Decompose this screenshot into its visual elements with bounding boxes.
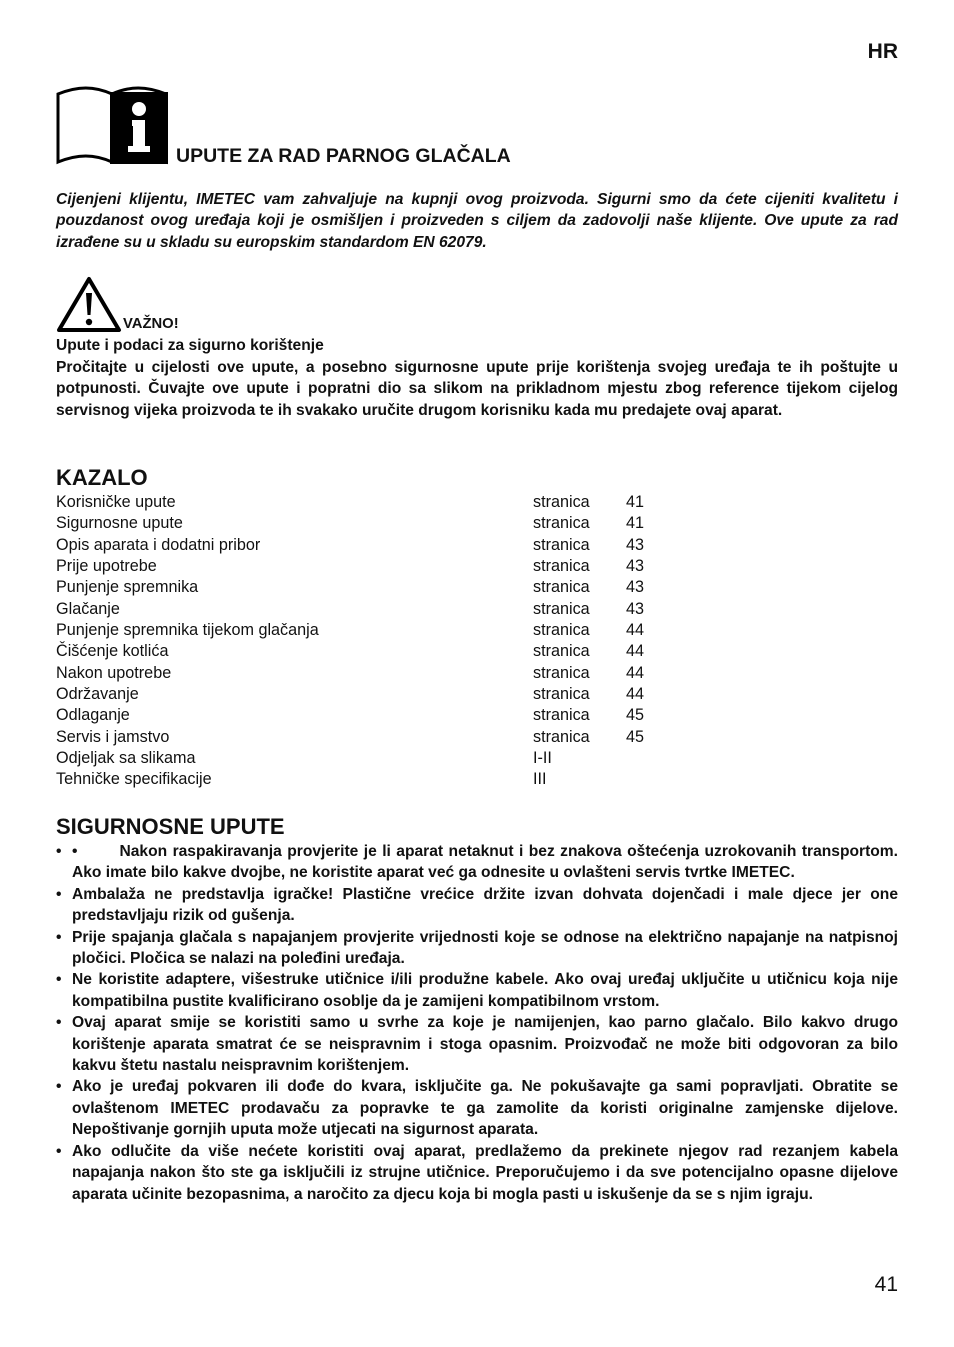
toc-label: Glačanje	[56, 599, 120, 618]
toc-row	[56, 641, 696, 662]
toc-label: Prije upotrebe	[56, 557, 157, 576]
toc-page-number: 45	[626, 727, 645, 746]
toc-page-word: stranica	[533, 621, 590, 640]
toc-label: Čišćenje kotlića	[56, 642, 169, 661]
toc-page-word: stranica	[533, 578, 590, 597]
book-info-icon	[56, 84, 170, 171]
toc-label: Odjeljak sa slikama	[56, 749, 196, 768]
toc-row	[56, 727, 696, 748]
toc-row	[56, 684, 696, 705]
toc-row	[56, 599, 696, 620]
toc-page-word: I-II	[533, 749, 552, 768]
toc-page-word: III	[533, 770, 547, 789]
list-item	[56, 969, 898, 1012]
bullet-icon: •	[56, 1014, 62, 1032]
bullet-icon: •	[56, 928, 62, 946]
toc-page-number: 41	[626, 514, 645, 533]
toc-page-word: stranica	[533, 642, 590, 661]
toc-page-number: 43	[626, 578, 645, 597]
toc-page-word: stranica	[533, 493, 590, 511]
warning-label: VAŽNO!	[123, 316, 179, 332]
list-item	[56, 841, 898, 884]
bullet-icon: •	[56, 1142, 62, 1160]
list-item-text: Ne koristite adaptere, višestruke utičnice i/ili produžne kabele. Ako ovaj uređaj uključite u utičnicu koja nije kompatibilna pustite kvalificirano osoblje da je zamijeni kompatibilnom vrstom.	[72, 971, 898, 1010]
list-item	[56, 927, 898, 970]
language-code: HR	[867, 40, 898, 63]
list-item-text: Ovaj aparat smije se koristiti samo u svrhe za koje je namijenjen, kao parno glačalo. Bilo kakvo drugo korištenje aparata smatrat će se neispravnim i stoga opasnim. Proizvođač ne može biti odgovoran za bilo kakvu štetu nastalu neispravnim korištenjem.	[72, 1014, 898, 1075]
table-of-contents	[56, 492, 696, 791]
toc-label: Korisničke upute	[56, 493, 176, 511]
toc-page-word: stranica	[533, 706, 590, 725]
list-item-text: Ako je uređaj pokvaren ili dođe do kvara, isključite ga. Ne pokušavajte ga sami popravljati. Obratite se ovlaštenom IMETEC prodavaču za popravke te ga zamolite da koristi originalne zamjenske dijelove. Nepoštivanje gornjih uputa može utjecati na sigurnost aparata.	[72, 1078, 898, 1139]
list-item	[56, 884, 898, 927]
toc-page-number: 43	[626, 599, 645, 618]
toc-row	[56, 535, 696, 556]
intro-paragraph: Cijenjeni klijentu, IMETEC vam zahvaljuje na kupnji ovog proizvoda. Sigurni smo da ćete cijeniti kvalitetu i pouzdanost ovog uređaja koji je osmišljen i proizveden s ciljem da zadovolji naše klijente. Ove upute za rad izrađene su u skladu su europskim standardom EN 62079.	[56, 191, 898, 251]
toc-page-word: stranica	[533, 663, 590, 682]
toc-row	[56, 492, 696, 513]
toc-page-number: 44	[626, 685, 645, 704]
toc-row	[56, 620, 696, 641]
bullet-icon: •	[56, 971, 62, 989]
list-item	[56, 1076, 898, 1140]
toc-page-number: 45	[626, 706, 645, 725]
list-item-text: Ambalaža ne predstavlja igračke! Plastične vrećice držite izvan dohvata dojenčadi i male djece jer one predstavljaju rizik od gušenja.	[72, 885, 898, 925]
list-item-text: Nakon raspakiravanja provjerite je li aparat netaknut i bez znakova oštećenja uzrokovanih transportom. Ako imate bilo kakve dvojbe, ne koristite aparat već ga odnesite u ovlašteni servis tvrtke IMETEC.	[72, 843, 898, 882]
toc-label: Punjenje spremnika	[56, 578, 199, 597]
toc-page-word: stranica	[533, 535, 590, 554]
toc-page-number: 44	[626, 621, 645, 640]
list-item-text: Ako odlučite da više nećete koristiti ovaj aparat, predlažemo da prekinete njegov rad rezanjem kabela napajanja nakon što ste ga isključili iz strujne utičnice. Preporučujemo i da sve potencijalno opasne dijelove aparata učinite bezopasnima, a naročito za djecu koja bi mogla pasti u iskušenje da se s njim igraju.	[72, 1142, 898, 1203]
toc-page-word: stranica	[533, 514, 590, 533]
toc-page-word: stranica	[533, 557, 590, 576]
bullet-icon: •	[56, 885, 62, 903]
toc-label: Punjenje spremnika tijekom glačanja	[56, 621, 319, 640]
toc-row	[56, 556, 696, 577]
list-item-text: Prije spajanja glačala s napajanjem provjerite vrijednosti koje se odnose na električno napajanje na natpisnoj pločici. Pločica se nalazi na poleđini uređaja.	[72, 928, 898, 968]
warning-triangle-icon	[56, 276, 122, 339]
toc-page-number: 41	[626, 493, 645, 511]
bullet-icon: •	[72, 843, 78, 860]
warning-text: Pročitajte u cijelosti ove upute, a posebno sigurnosne upute prije korištenja svojeg uređaja te ih poštujte u potpunosti. Čuvajte ove upute i popratni dio sa slikom na prikladnom mjestu zbog reference tijekom cijelog servisnog vijeka proizvoda te ih svakako uručite drugom korisniku kada mu predajete ovaj aparat.	[56, 359, 898, 419]
warning-heading: Upute i podaci za sigurno korištenje	[56, 337, 324, 354]
toc-page-number: 43	[626, 535, 645, 554]
safety-title: SIGURNOSNE UPUTE	[56, 814, 285, 839]
toc-label: Opis aparata i dodatni pribor	[56, 535, 261, 554]
toc-label: Održavanje	[56, 685, 139, 704]
toc-label: Tehničke specifikacije	[56, 770, 212, 789]
toc-page-number: 44	[626, 642, 645, 661]
bullet-icon: •	[56, 1078, 62, 1096]
toc-label: Servis i jamstvo	[56, 727, 170, 746]
toc-row	[56, 748, 696, 769]
page-number: 41	[874, 1273, 898, 1296]
bullet-icon: •	[56, 843, 62, 860]
toc-row	[56, 513, 696, 534]
toc-label: Odlaganje	[56, 706, 130, 725]
toc-row	[56, 577, 696, 598]
toc-title: KAZALO	[56, 465, 148, 490]
document-title: UPUTE ZA RAD PARNOG GLAČALA	[176, 145, 511, 167]
toc-page-word: stranica	[533, 727, 590, 746]
toc-row	[56, 705, 696, 726]
toc-page-number: 44	[626, 663, 645, 682]
toc-label: Nakon upotrebe	[56, 663, 172, 682]
list-item	[56, 1012, 898, 1076]
toc-row	[56, 769, 696, 790]
toc-page-word: stranica	[533, 599, 590, 618]
toc-page-number: 43	[626, 557, 645, 576]
list-item	[56, 1141, 898, 1205]
toc-label: Sigurnosne upute	[56, 514, 183, 533]
safety-list	[56, 841, 898, 1205]
toc-row	[56, 663, 696, 684]
toc-page-word: stranica	[533, 685, 590, 704]
